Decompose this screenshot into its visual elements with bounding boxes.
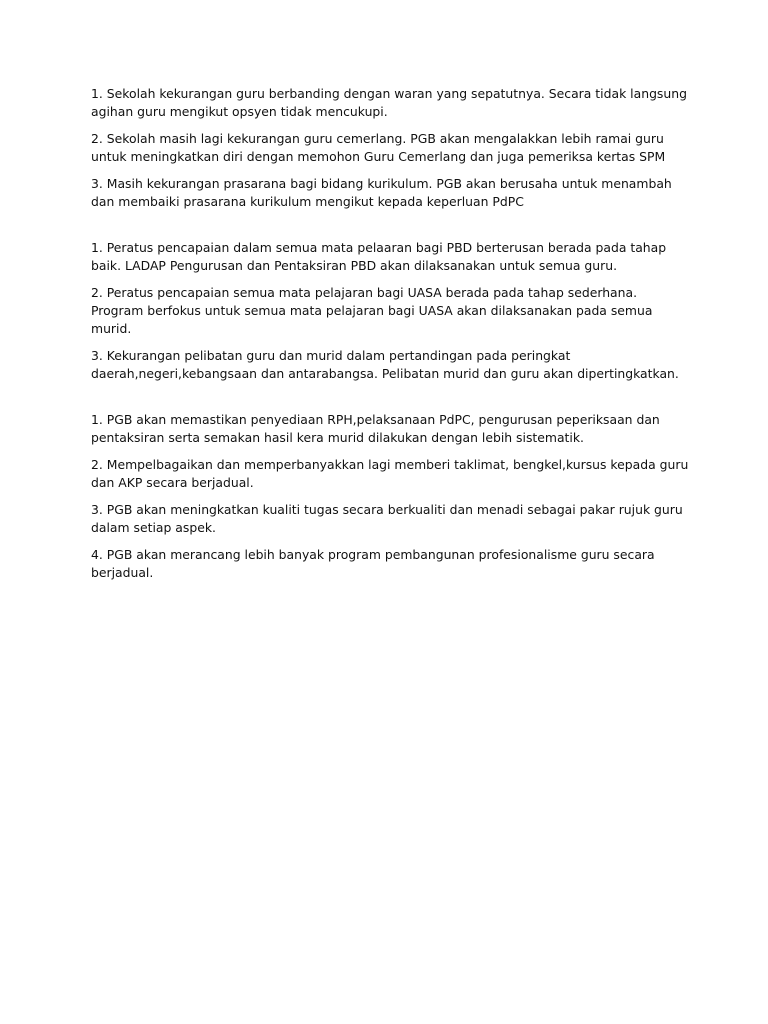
paragraph: 3. Masih kekurangan prasarana bagi bidang kurikulum. PGB akan berusaha untuk menambah dan membaiki prasarana kurikulum mengikut kepada keperluan PdPC [91, 176, 672, 209]
section-2 [91, 239, 691, 383]
paragraph: 1. PGB akan memastikan penyediaan RPH,pelaksanaan PdPC, pengurusan peperiksaan dan pentaksiran serta semakan hasil kera murid dilakukan dengan lebih sistematik. [91, 412, 660, 445]
paragraph: 1. Peratus pencapaian dalam semua mata pelaaran bagi PBD berterusan berada pada tahap baik. LADAP Pengurusan dan Pentaksiran PBD akan dilaksanakan untuk semua guru. [91, 240, 667, 273]
paragraph: 4. PGB akan merancang lebih banyak program pembangunan profesionalisme guru secara berjadual. [91, 547, 655, 580]
paragraph: 1. Sekolah kekurangan guru berbanding dengan waran yang sepatutnya. Secara tidak langsung agihan guru mengikut opsyen tidak mencukupi. [91, 86, 687, 119]
paragraph: 2. Sekolah masih lagi kekurangan guru cemerlang. PGB akan mengalakkan lebih ramai guru untuk meningkatkan diri dengan memohon Guru Cemerlang dan juga pemeriksa kertas SPM [91, 131, 666, 164]
paragraph: 3. PGB akan meningkatkan kualiti tugas secara berkualiti dan menadi sebagai pakar rujuk guru dalam setiap aspek. [91, 502, 683, 535]
document-page [91, 85, 691, 591]
paragraph: 2. Peratus pencapaian semua mata pelajaran bagi UASA berada pada tahap sederhana. Program berfokus untuk semua mata pelajaran bagi UASA akan dilaksanakan pada semua murid. [91, 285, 653, 336]
section-1 [91, 85, 691, 211]
section-3 [91, 411, 691, 582]
paragraph: 3. Kekurangan pelibatan guru dan murid dalam pertandingan pada peringkat daerah,negeri,kebangsaan dan antarabangsa. Pelibatan murid dan guru akan dipertingkatkan. [91, 348, 679, 381]
paragraph: 2. Mempelbagaikan dan memperbanyakkan lagi memberi taklimat, bengkel,kursus kepada guru dan AKP secara berjadual. [91, 457, 689, 490]
